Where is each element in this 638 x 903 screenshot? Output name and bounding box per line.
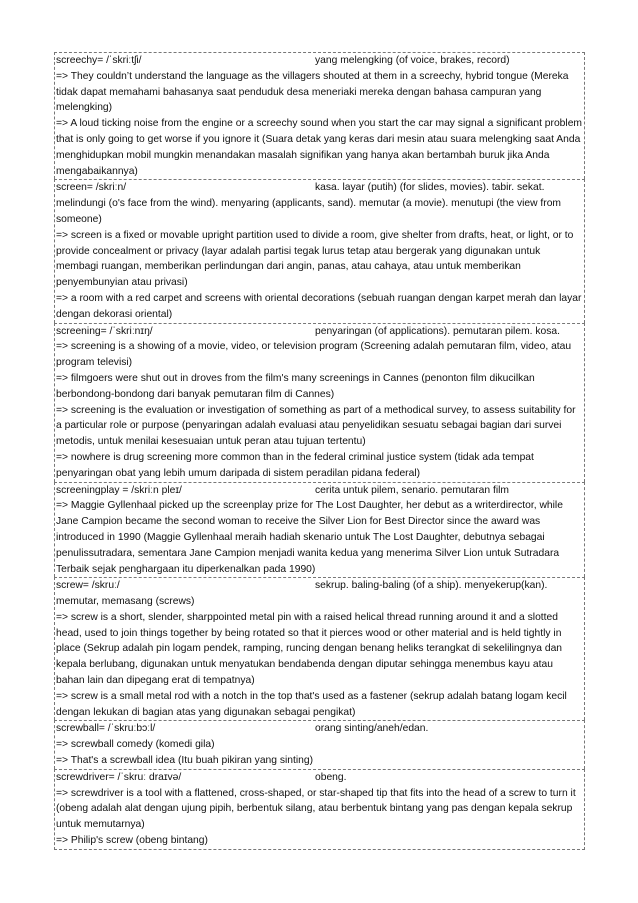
entry-line: => They couldn’t understand the language as the villagers shouted at them in a screechy, hybrid tongue (Mereka tidak dapat memahami bahasanya saat penduduk desa meneriaki mereka dengan bahasa campuran yang melengking) <box>56 70 569 114</box>
entry-line: => nowhere is drug screening more common than in the federal criminal justice system (tidak ada tempat penyaringan obat yang lebih umum daripada di sistem peradilan pidana federal) <box>56 451 534 479</box>
entry-line: => screw is a short, slender, sharppointed metal pin with a raised helical thread running around it and a slotted head, used to join things together by being rotated so that it pierces wood or other material and is held tightly in place (Sekrup adalah pin logam pendek, ramping, runcing dengan benang heliks terangkat di sekelilingnya dan kepala berlubang, digunakan untuk menyatukan bendabenda dengan diputar sehingga menembus kayu atau bahan lain dan dipegang erat di tempatnya) <box>56 611 563 687</box>
headword: screwdriver= /ˈskruː draɪvə/ <box>56 771 182 783</box>
entry-screwball <box>54 720 585 768</box>
headword: screw= /skruː/ <box>56 580 120 592</box>
entry-line: => screwdriver is a tool with a flattened, cross-shaped, or star-shaped tip that fits into the head of a screw to turn it (obeng adalah alat dengan ujung pipih, berbentuk silang, atau berbentuk bintang yang pas dengan kepala sekrup untuk memutarnya) <box>56 787 576 831</box>
headword: screwball= /ˈskruːbɔːl/ <box>56 723 156 735</box>
entry-screeningplay <box>54 482 585 578</box>
entry-line: melindungi (o's face from the wind). menyaring (applicants, sand). memutar (a movie). menutupi (the view from someone) <box>56 198 561 225</box>
entry-screen <box>54 179 585 322</box>
headword: screening= /ˈskriːnɪŋ/ <box>56 325 153 337</box>
entry-head <box>56 483 583 499</box>
entry-screwdriver <box>54 769 585 850</box>
entry-line: => screening is the evaluation or investigation of something as part of a methodical survey, to assess suitability for a particular role or purpose (penyaringan adalah evaluasi atau penyelidikan sesuatu sebagai bagian dari survei metodis, untuk menilai kesesuaian untuk peran atau tujuan tertentu) <box>56 404 576 448</box>
translation: yang melengking (of voice, brakes, record) <box>315 55 510 66</box>
entry-head <box>56 721 583 737</box>
translation: orang sinting/aneh/edan. <box>315 723 429 735</box>
entry-head <box>56 53 583 69</box>
entry-screw <box>54 577 585 720</box>
headword: screechy= /ˈskriːtʃi/ <box>56 55 142 66</box>
entry-head <box>56 578 583 594</box>
entry-line: => screwball comedy (komedi gila) <box>56 739 215 751</box>
entry-line: => A loud ticking noise from the engine or a screechy sound when you start the car may signal a significant problem that is only going to get worse if you ignore it (Suara detak yang keras dari mesin atau suara melengking saat Anda menghidupkan mobil mungkin menandakan masalah signifikan yang hanya akan bertambah buruk jika Anda mengabaikannya) <box>56 118 583 177</box>
translation: obeng. <box>315 771 347 783</box>
entry-line: => Philip's screw (obeng bintang) <box>56 835 208 847</box>
entry-line: => screening is a showing of a movie, video, or television program (Screening adalah pemutaran film, video, atau program televisi) <box>56 341 572 369</box>
entry-screechy <box>54 52 585 179</box>
translation: penyaringan (of applications). pemutaran pilem. kosa. <box>315 325 560 337</box>
entry-line: => a room with a red carpet and screens with oriental decorations (sebuah ruangan dengan karpet merah dan layar dengan dekorasi oriental) <box>56 292 582 320</box>
headword: screeningplay = /skriːn pleɪ/ <box>56 484 182 496</box>
dictionary-page <box>54 52 585 850</box>
entry-line: => That's a screwball idea (Itu buah pikiran yang sinting) <box>56 755 314 767</box>
translation: cerita untuk pilem, senario. pemutaran film <box>315 484 510 496</box>
translation: sekrup. baling-baling (of a ship). menyekerup(kan). <box>315 580 548 592</box>
entry-head <box>56 770 583 786</box>
entry-line: => filmgoers were shut out in droves from the film's many screenings in Cannes (penonton film dikucilkan berbondong-bondong dari banyak pemutaran film di Cannes) <box>56 372 535 400</box>
entry-line: => screen is a fixed or movable upright partition used to divide a room, give shelter from drafts, heat, or light, or to provide concealment or privacy (layar adalah partisi tegak lurus tetap atau bergerak yang digunakan untuk membagi ruangan, memberikan perlindungan dari angin, panas, atau cahaya, atau untuk memberikan penyembunyian atau privasi) <box>56 229 574 289</box>
entry-screening <box>54 323 585 482</box>
entry-head <box>56 180 583 196</box>
entry-head <box>56 324 583 340</box>
entry-line: => Maggie Gyllenhaal picked up the screenplay prize for The Lost Daughter, her debut as a writerdirector, while Jane Campion became the second woman to receive the Silver Lion for Best Director since the award was introduced in 1990 (Maggie Gyllenhaal meraih hadiah skenario untuk The Lost Daughter, debutnya sebagai penulissutradara, sementara Jane Campion menjadi wanita kedua yang menerima Silver Lion untuk Sutradara Terbaik sejak penghargaan itu diperkenalkan pada 1990) <box>56 500 563 575</box>
translation: kasa. layar (putih) (for slides, movies). tabir. sekat. <box>315 182 545 194</box>
entry-line: => screw is a small metal rod with a notch in the top that's used as a fastener (sekrup adalah batang logam kecil dengan lekukan di bagian atas yang digunakan sebagai pengikat) <box>56 690 567 718</box>
entry-line: memutar, memasang (screws) <box>56 596 195 608</box>
headword: screen= /skriːn/ <box>56 182 127 194</box>
